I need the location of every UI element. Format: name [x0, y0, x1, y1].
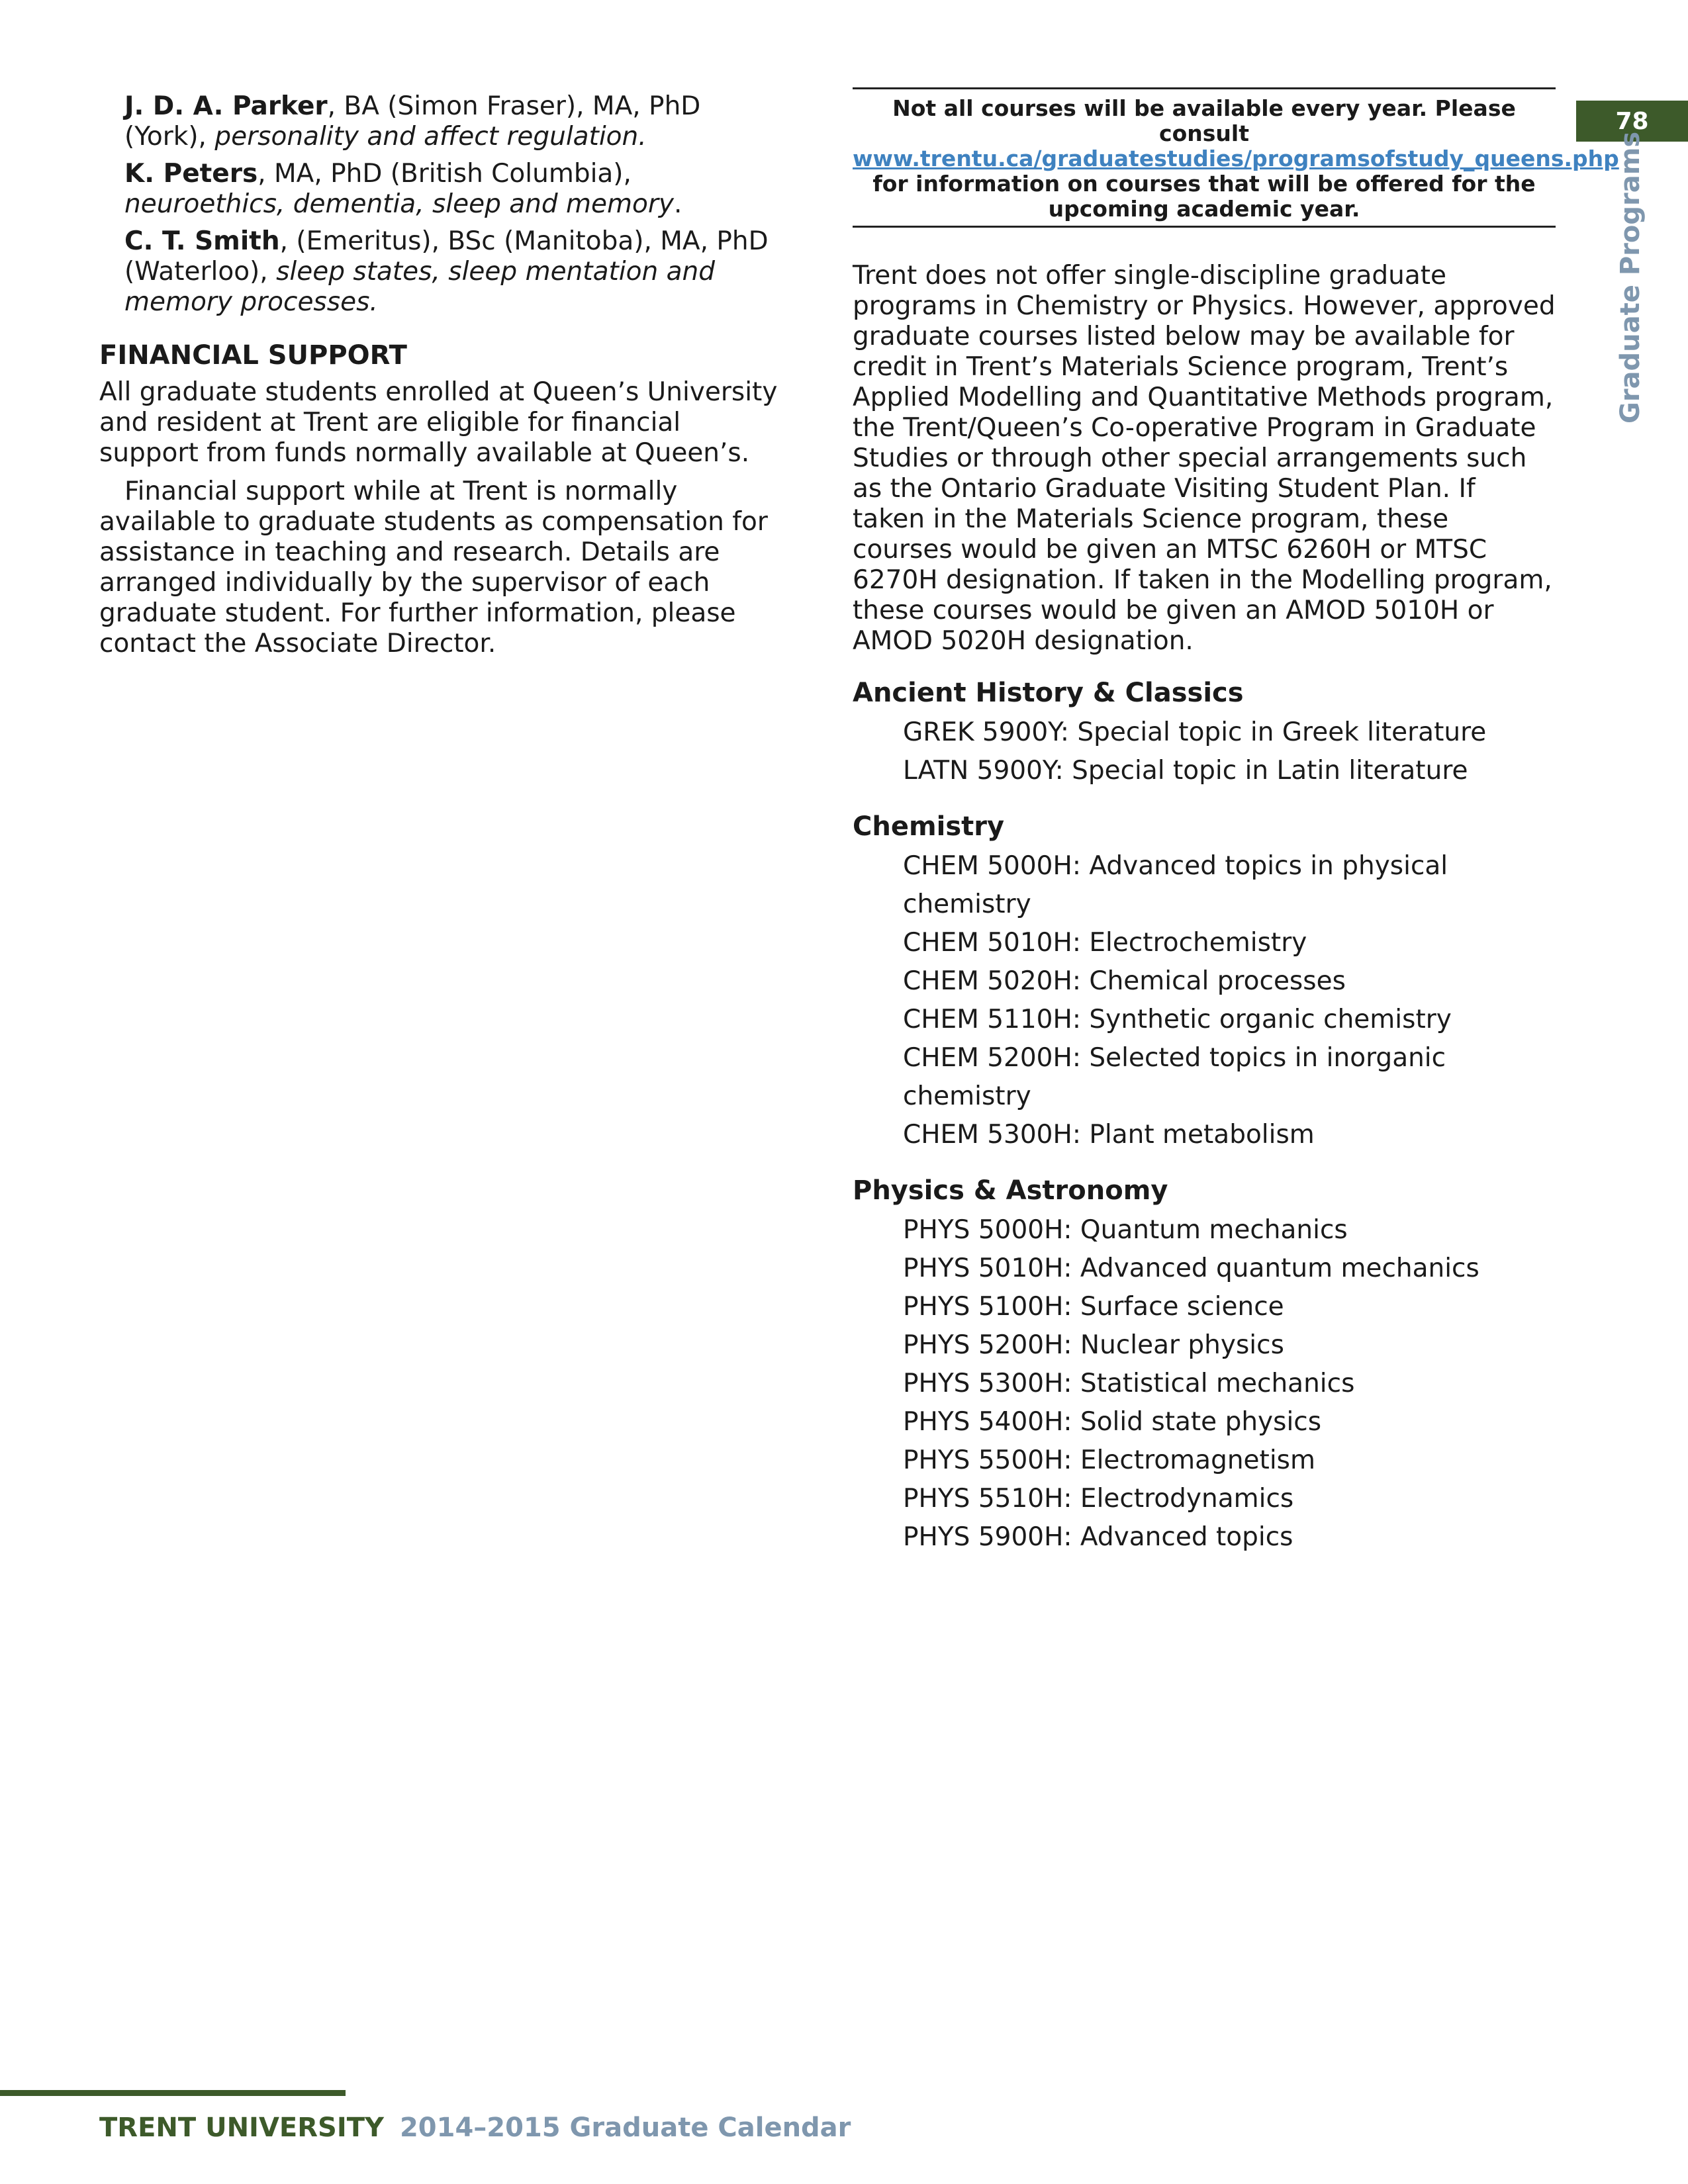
- notice-line-2: for information on courses that will be offered for the upcoming academic year.: [872, 171, 1536, 222]
- side-section-label: Graduate Programs: [1615, 131, 1646, 424]
- list-item: PHYS 5200H: Nuclear physics: [903, 1330, 1284, 1360]
- list-item: PHYS 5510H: Electrodynamics: [903, 1484, 1294, 1514]
- faculty-tail: .: [674, 189, 682, 219]
- course-list-physics: [853, 1211, 1556, 1557]
- faculty-name: K. Peters: [124, 159, 258, 189]
- list-item: PHYS 5900H: Advanced topics: [903, 1522, 1293, 1552]
- list-item: PHYS 5500H: Electromagnetism: [903, 1445, 1315, 1475]
- financial-paragraph-1: All graduate students enrolled at Queen’s University and resident at Trent are eligible for financial support from funds normally available at Queen’s.: [99, 377, 778, 468]
- list-item: GREK 5900Y: Special topic in Greek literature: [903, 717, 1487, 747]
- notice-line-1: Not all courses will be available every year. Please consult: [892, 95, 1516, 146]
- course-list-classics: [853, 713, 1556, 790]
- footer-calendar: 2014–2015 Graduate Calendar: [399, 2113, 851, 2143]
- list-item: CHEM 5000H: Advanced topics in physical chemistry: [903, 851, 1448, 919]
- page-number-tab: 78: [1576, 101, 1688, 142]
- list-item: PHYS 5100H: Surface science: [903, 1292, 1284, 1322]
- faculty-credentials: , MA, PhD (British Columbia),: [258, 159, 632, 189]
- faculty-name: J. D. A. Parker: [124, 91, 328, 121]
- financial-support-heading: FINANCIAL SUPPORT: [99, 340, 407, 371]
- list-item: PHYS 5010H: Advanced quantum mechanics: [903, 1253, 1479, 1283]
- list-item: LATN 5900Y: Special topic in Latin literature: [903, 756, 1468, 786]
- financial-paragraph-2: Financial support while at Trent is normally available to graduate students as compensation for assistance in teaching and research. Details are arranged individually by the supervisor of each graduate student. For further information, please contact the Associate Director.: [99, 477, 768, 659]
- faculty-credentials: , (Emeritus), BSc (Manitoba), MA, PhD (Waterloo),: [124, 226, 769, 287]
- faculty-name: C. T. Smith: [124, 226, 280, 256]
- footer-university: TRENT UNIVERSITY: [99, 2113, 384, 2143]
- faculty-entry: [99, 159, 788, 220]
- list-item: PHYS 5400H: Solid state physics: [903, 1407, 1322, 1437]
- faculty-interests: sleep states, sleep mentation and memory processes.: [124, 257, 715, 317]
- list-item: PHYS 5000H: Quantum mechanics: [903, 1215, 1348, 1245]
- right-column: [853, 87, 1619, 1557]
- faculty-entry: [99, 91, 788, 152]
- faculty-interests: neuroethics, dementia, sleep and memory: [124, 189, 675, 219]
- course-list-chemistry: [853, 847, 1556, 1154]
- intro-paragraph: Trent does not offer single-discipline graduate programs in Chemistry or Physics. However, approved graduate courses listed below may be available for credit in Trent’s Materials Science program, Trent’s Applied Modelling and Quantitative Methods program, the Trent/Queen’s Co-operative Program in Graduate Studies or through other special arrangements such as the Ontario Graduate Visiting Student Plan. If taken in the Materials Science program, these courses would be given an MTSC 6260H or MTSC 6270H designation. If taken in the Modelling program, these courses would be given an AMOD 5010H or AMOD 5020H designation.: [853, 261, 1556, 656]
- list-item: CHEM 5300H: Plant metabolism: [903, 1120, 1315, 1150]
- list-item: CHEM 5020H: Chemical processes: [903, 966, 1346, 996]
- faculty-credentials: , BA (Simon Fraser), MA, PhD (York),: [124, 91, 701, 152]
- section-heading-chemistry: Chemistry: [853, 811, 1005, 842]
- list-item: CHEM 5110H: Synthetic organic chemistry: [903, 1005, 1452, 1034]
- faculty-interests: personality and affect regulation.: [214, 122, 647, 152]
- section-heading-classics: Ancient History & Classics: [853, 678, 1244, 708]
- left-column: [99, 91, 788, 659]
- section-heading-physics: Physics & Astronomy: [853, 1175, 1168, 1206]
- availability-notice: [853, 87, 1619, 228]
- list-item: PHYS 5300H: Statistical mechanics: [903, 1369, 1355, 1398]
- list-item: CHEM 5010H: Electrochemistry: [903, 928, 1307, 958]
- footer: [99, 2113, 851, 2143]
- list-item: CHEM 5200H: Selected topics in inorganic chemistry: [903, 1043, 1446, 1111]
- programs-link[interactable]: www.trentu.ca/graduatestudies/programsofstudy_queens.php: [853, 146, 1619, 171]
- footer-rule: [0, 2090, 346, 2096]
- faculty-entry: [99, 226, 788, 318]
